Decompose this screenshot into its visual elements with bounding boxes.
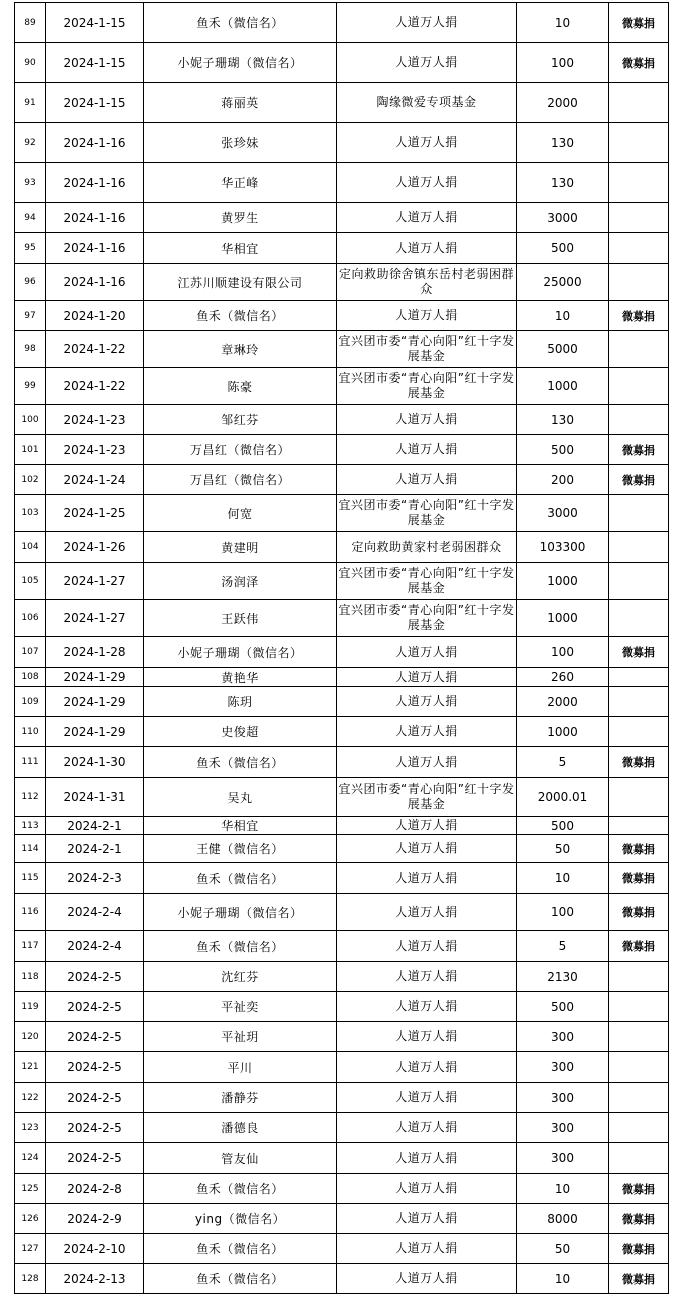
donation-amount: 300 [517, 1083, 609, 1113]
donor-name: 鱼禾（微信名） [144, 1174, 337, 1204]
donation-amount: 25000 [517, 264, 609, 301]
table-row [15, 894, 669, 931]
donor-name: 小妮子珊瑚（微信名） [144, 894, 337, 931]
donation-date: 2024-2-13 [46, 1264, 144, 1294]
donation-date: 2024-1-23 [46, 435, 144, 465]
donation-amount: 3000 [517, 203, 609, 233]
donation-channel: 微募捐 [609, 465, 669, 495]
donor-name: 汤润泽 [144, 563, 337, 600]
donor-name: 潘德良 [144, 1113, 337, 1143]
donor-name: 鱼禾（微信名） [144, 747, 337, 778]
table-row [15, 1022, 669, 1052]
donation-channel: 微募捐 [609, 1174, 669, 1204]
table-row [15, 962, 669, 992]
table-row [15, 992, 669, 1022]
donation-number: 126 [15, 1204, 46, 1234]
table-row [15, 747, 669, 778]
donation-number: 99 [15, 368, 46, 405]
donation-channel: 微募捐 [609, 835, 669, 863]
table-row [15, 532, 669, 563]
donation-amount: 1000 [517, 600, 609, 637]
donor-name: 王健（微信名） [144, 835, 337, 863]
donation-channel [609, 368, 669, 405]
donation-number: 128 [15, 1264, 46, 1294]
donor-name: 江苏川顺建设有限公司 [144, 264, 337, 301]
donor-name: 鱼禾（微信名） [144, 931, 337, 962]
table-row [15, 83, 669, 123]
donor-name: 管友仙 [144, 1143, 337, 1174]
table-row [15, 778, 669, 817]
donation-project: 人道万人捐 [337, 835, 517, 863]
donation-date: 2024-1-15 [46, 3, 144, 43]
donor-name: 吴丸 [144, 778, 337, 817]
donation-date: 2024-2-5 [46, 1113, 144, 1143]
donation-channel: 微募捐 [609, 637, 669, 668]
table-row [15, 563, 669, 600]
donation-project: 人道万人捐 [337, 1083, 517, 1113]
donation-number: 116 [15, 894, 46, 931]
donation-project: 人道万人捐 [337, 687, 517, 717]
donation-amount: 300 [517, 1052, 609, 1083]
donation-number: 96 [15, 264, 46, 301]
donation-project: 定向救助徐舍镇东岳村老弱困群众 [337, 264, 517, 301]
donation-number: 109 [15, 687, 46, 717]
donor-name: 沈红芬 [144, 962, 337, 992]
donor-name: 万昌红（微信名） [144, 465, 337, 495]
donor-name: 鱼禾（微信名） [144, 1264, 337, 1294]
donation-project: 人道万人捐 [337, 163, 517, 203]
donation-amount: 130 [517, 123, 609, 163]
table-row [15, 495, 669, 532]
donor-name: 鱼禾（微信名） [144, 3, 337, 43]
donation-amount: 100 [517, 43, 609, 83]
donor-name: 鱼禾（微信名） [144, 301, 337, 331]
donation-date: 2024-1-16 [46, 123, 144, 163]
donation-channel [609, 532, 669, 563]
donation-date: 2024-2-5 [46, 962, 144, 992]
donor-name: 鱼禾（微信名） [144, 1234, 337, 1264]
donation-amount: 10 [517, 3, 609, 43]
donation-project: 人道万人捐 [337, 962, 517, 992]
table-row [15, 637, 669, 668]
donation-channel [609, 992, 669, 1022]
donation-channel [609, 1143, 669, 1174]
donation-number: 113 [15, 817, 46, 835]
table-row [15, 301, 669, 331]
donation-number: 102 [15, 465, 46, 495]
donation-number: 97 [15, 301, 46, 331]
donation-channel [609, 495, 669, 532]
donation-number: 121 [15, 1052, 46, 1083]
donation-project: 人道万人捐 [337, 747, 517, 778]
donation-channel: 微募捐 [609, 3, 669, 43]
donor-name: ying（微信名） [144, 1204, 337, 1234]
donation-number: 118 [15, 962, 46, 992]
donation-channel [609, 778, 669, 817]
donation-amount: 103300 [517, 532, 609, 563]
donation-project: 人道万人捐 [337, 123, 517, 163]
donation-number: 122 [15, 1083, 46, 1113]
table-row [15, 43, 669, 83]
donation-number: 104 [15, 532, 46, 563]
donation-channel [609, 668, 669, 687]
donation-date: 2024-2-5 [46, 1022, 144, 1052]
table-row [15, 1264, 669, 1294]
donation-amount: 2000.01 [517, 778, 609, 817]
donation-amount: 500 [517, 233, 609, 264]
table-row [15, 1113, 669, 1143]
donation-number: 105 [15, 563, 46, 600]
donation-channel [609, 331, 669, 368]
donor-name: 华相宜 [144, 233, 337, 264]
donation-channel: 微募捐 [609, 43, 669, 83]
table-row [15, 233, 669, 264]
donor-name: 章琳玲 [144, 331, 337, 368]
table-row [15, 405, 669, 435]
donation-channel [609, 1113, 669, 1143]
donation-date: 2024-1-30 [46, 747, 144, 778]
table-row [15, 1234, 669, 1264]
donation-channel: 微募捐 [609, 863, 669, 894]
donor-name: 邹红芬 [144, 405, 337, 435]
donor-name: 何宽 [144, 495, 337, 532]
donation-project: 人道万人捐 [337, 1204, 517, 1234]
donor-name: 黄艳华 [144, 668, 337, 687]
donation-project: 宜兴团市委“青心向阳”红十字发展基金 [337, 495, 517, 532]
donation-number: 127 [15, 1234, 46, 1264]
table-row [15, 835, 669, 863]
donation-number: 114 [15, 835, 46, 863]
donation-date: 2024-2-8 [46, 1174, 144, 1204]
donation-date: 2024-1-26 [46, 532, 144, 563]
donation-date: 2024-1-27 [46, 600, 144, 637]
donation-channel: 微募捐 [609, 1264, 669, 1294]
donation-channel [609, 83, 669, 123]
donation-project: 人道万人捐 [337, 435, 517, 465]
donation-project: 人道万人捐 [337, 1174, 517, 1204]
donation-channel: 微募捐 [609, 894, 669, 931]
table-row [15, 1083, 669, 1113]
donation-date: 2024-2-5 [46, 1083, 144, 1113]
donation-date: 2024-1-29 [46, 668, 144, 687]
donation-number: 100 [15, 405, 46, 435]
donation-number: 94 [15, 203, 46, 233]
donation-date: 2024-1-16 [46, 233, 144, 264]
donation-date: 2024-1-28 [46, 637, 144, 668]
donation-date: 2024-1-15 [46, 43, 144, 83]
donation-channel [609, 962, 669, 992]
donation-channel [609, 1083, 669, 1113]
table-row [15, 717, 669, 747]
donation-amount: 10 [517, 863, 609, 894]
donation-date: 2024-1-29 [46, 687, 144, 717]
donation-channel [609, 817, 669, 835]
donation-project: 人道万人捐 [337, 1022, 517, 1052]
donor-name: 潘静芬 [144, 1083, 337, 1113]
table-row [15, 687, 669, 717]
donation-channel [609, 1022, 669, 1052]
donor-name: 小妮子珊瑚（微信名） [144, 637, 337, 668]
table-row [15, 123, 669, 163]
donation-number: 103 [15, 495, 46, 532]
donation-amount: 1000 [517, 717, 609, 747]
donation-amount: 10 [517, 1174, 609, 1204]
donation-project: 人道万人捐 [337, 301, 517, 331]
table-row [15, 331, 669, 368]
donation-project: 人道万人捐 [337, 637, 517, 668]
donation-channel [609, 687, 669, 717]
donation-project: 人道万人捐 [337, 233, 517, 264]
table-row [15, 1174, 669, 1204]
donation-project: 人道万人捐 [337, 1052, 517, 1083]
donor-name: 平川 [144, 1052, 337, 1083]
donation-number: 101 [15, 435, 46, 465]
donor-name: 平祉玥 [144, 1022, 337, 1052]
donation-project: 人道万人捐 [337, 668, 517, 687]
donation-amount: 100 [517, 894, 609, 931]
donation-date: 2024-2-5 [46, 1143, 144, 1174]
donation-project: 人道万人捐 [337, 465, 517, 495]
donation-amount: 260 [517, 668, 609, 687]
donation-channel: 微募捐 [609, 747, 669, 778]
table-row [15, 3, 669, 43]
donation-amount: 5 [517, 931, 609, 962]
donation-channel [609, 717, 669, 747]
donation-number: 111 [15, 747, 46, 778]
donation-date: 2024-1-29 [46, 717, 144, 747]
table-row [15, 435, 669, 465]
donation-amount: 2130 [517, 962, 609, 992]
donation-amount: 130 [517, 163, 609, 203]
donation-number: 115 [15, 863, 46, 894]
table-row [15, 1143, 669, 1174]
donor-name: 陈玥 [144, 687, 337, 717]
donation-project: 人道万人捐 [337, 43, 517, 83]
donation-date: 2024-2-10 [46, 1234, 144, 1264]
donation-amount: 2000 [517, 687, 609, 717]
donor-name: 小妮子珊瑚（微信名） [144, 43, 337, 83]
donation-project: 人道万人捐 [337, 931, 517, 962]
table-row [15, 1052, 669, 1083]
donor-name: 王跃伟 [144, 600, 337, 637]
donation-project: 人道万人捐 [337, 1113, 517, 1143]
donation-number: 119 [15, 992, 46, 1022]
table-row [15, 203, 669, 233]
donation-number: 123 [15, 1113, 46, 1143]
donation-date: 2024-1-22 [46, 331, 144, 368]
donation-number: 112 [15, 778, 46, 817]
donor-name: 陈豪 [144, 368, 337, 405]
donation-number: 120 [15, 1022, 46, 1052]
donation-channel [609, 233, 669, 264]
donor-name: 华相宜 [144, 817, 337, 835]
donation-project: 人道万人捐 [337, 817, 517, 835]
donation-project: 人道万人捐 [337, 863, 517, 894]
donation-project: 人道万人捐 [337, 1143, 517, 1174]
donation-amount: 1000 [517, 368, 609, 405]
donation-date: 2024-1-25 [46, 495, 144, 532]
donation-date: 2024-2-9 [46, 1204, 144, 1234]
donation-amount: 5000 [517, 331, 609, 368]
donation-date: 2024-1-16 [46, 163, 144, 203]
donor-name: 张珍妹 [144, 123, 337, 163]
donation-number: 110 [15, 717, 46, 747]
donation-amount: 500 [517, 817, 609, 835]
table-row [15, 668, 669, 687]
donation-amount: 130 [517, 405, 609, 435]
table-row [15, 817, 669, 835]
donation-number: 93 [15, 163, 46, 203]
donation-channel: 微募捐 [609, 1204, 669, 1234]
donation-channel [609, 600, 669, 637]
donation-date: 2024-2-1 [46, 835, 144, 863]
donor-name: 黄建明 [144, 532, 337, 563]
donation-channel: 微募捐 [609, 931, 669, 962]
donation-amount: 10 [517, 1264, 609, 1294]
donation-amount: 10 [517, 301, 609, 331]
donor-name: 万昌红（微信名） [144, 435, 337, 465]
table-row [15, 163, 669, 203]
donation-amount: 8000 [517, 1204, 609, 1234]
donation-date: 2024-2-3 [46, 863, 144, 894]
donor-name: 平祉奕 [144, 992, 337, 1022]
donation-amount: 50 [517, 835, 609, 863]
donor-name: 蒋丽英 [144, 83, 337, 123]
donation-date: 2024-2-5 [46, 1052, 144, 1083]
donation-channel: 微募捐 [609, 1234, 669, 1264]
donation-project: 人道万人捐 [337, 992, 517, 1022]
donation-date: 2024-2-5 [46, 992, 144, 1022]
table-row [15, 863, 669, 894]
donation-number: 107 [15, 637, 46, 668]
donation-amount: 300 [517, 1113, 609, 1143]
donation-project: 人道万人捐 [337, 405, 517, 435]
donation-date: 2024-2-4 [46, 894, 144, 931]
table-row [15, 465, 669, 495]
donation-project: 人道万人捐 [337, 894, 517, 931]
donation-number: 117 [15, 931, 46, 962]
donation-number: 91 [15, 83, 46, 123]
donation-number: 108 [15, 668, 46, 687]
donation-date: 2024-1-23 [46, 405, 144, 435]
donation-number: 90 [15, 43, 46, 83]
table-row [15, 368, 669, 405]
donation-project: 定向救助黄家村老弱困群众 [337, 532, 517, 563]
donation-amount: 3000 [517, 495, 609, 532]
donation-project: 人道万人捐 [337, 3, 517, 43]
donation-amount: 200 [517, 465, 609, 495]
donation-amount: 1000 [517, 563, 609, 600]
donation-date: 2024-1-15 [46, 83, 144, 123]
donation-project: 宜兴团市委“青心向阳”红十字发展基金 [337, 368, 517, 405]
donation-amount: 300 [517, 1022, 609, 1052]
donation-project: 宜兴团市委“青心向阳”红十字发展基金 [337, 600, 517, 637]
donation-channel: 微募捐 [609, 301, 669, 331]
donation-amount: 300 [517, 1143, 609, 1174]
donation-table [14, 2, 669, 1294]
donation-project: 宜兴团市委“青心向阳”红十字发展基金 [337, 563, 517, 600]
donation-project: 人道万人捐 [337, 1264, 517, 1294]
donation-project: 陶缘微爱专项基金 [337, 83, 517, 123]
donation-number: 92 [15, 123, 46, 163]
donation-date: 2024-1-16 [46, 264, 144, 301]
table-row [15, 264, 669, 301]
donation-date: 2024-1-31 [46, 778, 144, 817]
donation-date: 2024-1-20 [46, 301, 144, 331]
donor-name: 黄罗生 [144, 203, 337, 233]
donation-amount: 2000 [517, 83, 609, 123]
donor-name: 史俊超 [144, 717, 337, 747]
donation-amount: 100 [517, 637, 609, 668]
donation-date: 2024-1-24 [46, 465, 144, 495]
donation-project: 宜兴团市委“青心向阳”红十字发展基金 [337, 778, 517, 817]
donation-channel [609, 203, 669, 233]
donation-channel [609, 123, 669, 163]
table-row [15, 1204, 669, 1234]
donation-channel: 微募捐 [609, 435, 669, 465]
donation-date: 2024-1-16 [46, 203, 144, 233]
donation-channel [609, 563, 669, 600]
donation-number: 95 [15, 233, 46, 264]
donation-number: 125 [15, 1174, 46, 1204]
donation-date: 2024-1-27 [46, 563, 144, 600]
donation-project: 宜兴团市委“青心向阳”红十字发展基金 [337, 331, 517, 368]
donation-amount: 5 [517, 747, 609, 778]
donation-amount: 500 [517, 992, 609, 1022]
donation-project: 人道万人捐 [337, 717, 517, 747]
donation-date: 2024-1-22 [46, 368, 144, 405]
donation-channel [609, 163, 669, 203]
donation-number: 98 [15, 331, 46, 368]
donation-number: 124 [15, 1143, 46, 1174]
donation-channel [609, 1052, 669, 1083]
donation-channel [609, 264, 669, 301]
donation-number: 89 [15, 3, 46, 43]
donation-amount: 500 [517, 435, 609, 465]
donor-name: 华正峰 [144, 163, 337, 203]
donation-amount: 50 [517, 1234, 609, 1264]
table-row [15, 600, 669, 637]
donation-table-body [15, 3, 669, 1294]
donation-number: 106 [15, 600, 46, 637]
donation-date: 2024-2-4 [46, 931, 144, 962]
donation-channel [609, 405, 669, 435]
table-row [15, 931, 669, 962]
donation-date: 2024-2-1 [46, 817, 144, 835]
donation-project: 人道万人捐 [337, 203, 517, 233]
donor-name: 鱼禾（微信名） [144, 863, 337, 894]
donation-project: 人道万人捐 [337, 1234, 517, 1264]
